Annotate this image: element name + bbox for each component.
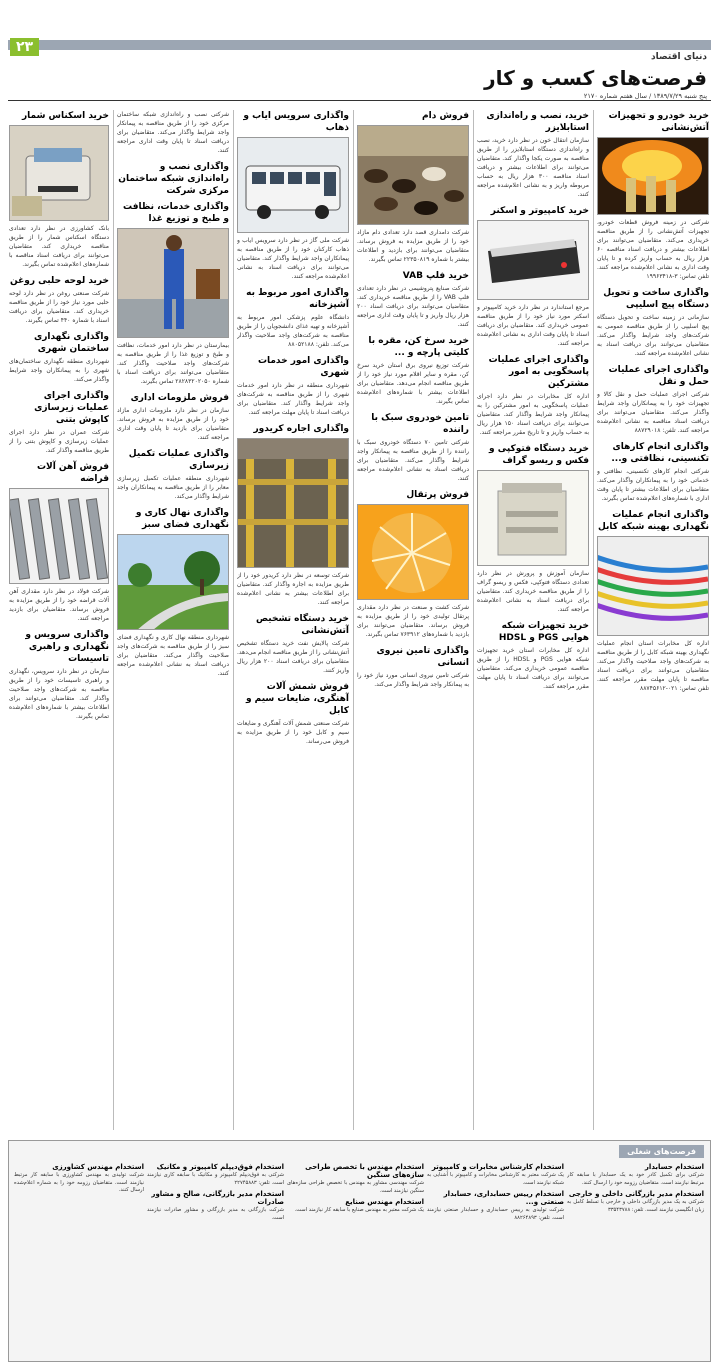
article-title: فروش پرتقال bbox=[406, 490, 469, 500]
article-body: سازمانی در زمینه ساخت و تحویل دستگاه پیچ اسلیپی را از طریق مناقصه عمومی به شرکت‌های واجد شرایط واگذار می‌کند. متقاضیان می‌توانند برای دریافت اسناد به نشانی اعلام‌شده مراجعه کنند. bbox=[597, 314, 709, 357]
article-title: خرید اسکناس شمار bbox=[21, 111, 109, 121]
article-title: خرید فلپ VAB bbox=[402, 271, 469, 281]
article-body: اداره کل مخابرات استان انجام عملیات نگهداری بهینه شبکه کابل را از طریق مناقصه به شرکت‌های واجد صلاحیت واگذار می‌کند. متقاضیان می‌توانند برای دریافت اسناد مناقصه تا پایان مهلت مقرر مراجعه کنند. تلفن تماس: ۰۲۱-۸۸۷۴۵۶۱۲ bbox=[597, 640, 709, 692]
article-title: واگذاری ساخت و تحویل دستگاه پیچ اسلیپی bbox=[603, 288, 709, 310]
classified-body: شرکتی به یک مدیر بازرگانی داخلی و خارجی با تسلط کامل به زبان انگلیسی نیازمند است. تلفن: ۳۳۵۴۳۷۸۸ bbox=[567, 1199, 704, 1213]
column-divider bbox=[473, 110, 474, 1130]
column-2 bbox=[477, 106, 589, 1132]
article-title: واگذاری امور خدمات شهری bbox=[257, 356, 349, 378]
classified-body: شرکت تولیدی به مهندس کشاورزی با سابقه کار مرتبط نیازمند است. متقاضیان رزومه خود را به شماره اعلام‌شده ارسال کنند. bbox=[14, 1172, 144, 1193]
article-body: شرکتی انجام کارهای تکنسینی، نظافتی و خدماتی خود را به پیمانکاران واگذار می‌کند. متقاضیان برای اطلاعات بیشتر تا پایان وقت اداری با شماره‌های اعلام‌شده تماس بگیرند. bbox=[597, 468, 709, 502]
article-title: واگذاری اجرای عملیات زیرسازی کاپوش بتنی bbox=[34, 391, 109, 425]
article-body: بیمارستان در نظر دارد امور خدمات، نظافت و طبخ و توزیع غذا را از طریق مناقصه به شرکت‌های واجد صلاحیت واگذار کند. متقاضیان می‌توانند برای دریافت اسناد با شماره ۲۸۲۸۳۲۰۲۰۵۰ تماس بگیرند. bbox=[117, 342, 229, 385]
classifieds-column bbox=[287, 1161, 424, 1357]
classifieds-column bbox=[147, 1161, 284, 1357]
article-body: اداره کل مخابرات در نظر دارد اجرای عملیات پاسخگویی به امور مشترکین را به پیمانکار واجد شرایط واگذار کند. متقاضیان می‌توانند برای دریافت اسناد ۱۵۰ هزار ریال به حساب واریز و تا تاریخ مقرر مراجعه کنند. bbox=[477, 393, 589, 436]
article-body: سازمان انتقال خون در نظر دارد خرید، نصب و راه‌اندازی دستگاه استابلایزر را از طریق مناقصه به صورت یکجا واگذار کند. متقاضیان می‌توانند برای اطلاعات بیشتر و دریافت اسناد مناقصه ۳۰۰ هزار ریال به حساب مربوطه واریز و به نشانی اعلام‌شده مراجعه کنند. bbox=[477, 137, 589, 198]
classified-body: شرکت بازرگانی به مدیر بازرگانی و مشاور صادرات نیازمند است. bbox=[147, 1207, 284, 1221]
article-body: سازمان آموزش و پرورش در نظر دارد تعدادی دستگاه فتوکپی، فکس و ریسو گراف را از طریق مناقصه خریداری کند. متقاضیان برای دریافت اسناد به نشانی اعلام‌شده مراجعه کنند. bbox=[477, 570, 589, 613]
factory-photo bbox=[237, 438, 349, 568]
article-title: واگذاری انجام کارهای تکنسینی، نظافتی و... bbox=[611, 442, 709, 464]
article-title: خرید لوحه حلبی روغن bbox=[10, 276, 109, 286]
classifieds-box bbox=[8, 1140, 711, 1362]
article-body: شرکت صنعتی شمش آلات آهنگری و ضایعات سیم و کابل خود را از طریق مزایده به فروش می‌رساند. bbox=[237, 720, 349, 745]
photocopier-photo bbox=[477, 470, 589, 566]
column-divider bbox=[353, 110, 354, 1130]
column-divider bbox=[593, 110, 594, 1130]
article-body: شرکتی تامین ۷۰ دستگاه خودروی سبک با راننده را از طریق مناقصه به پیمانکار واجد شرایط واگذار می‌کند. متقاضیان برای دریافت اسناد به نشانی اعلام‌شده مراجعه کنند. bbox=[357, 439, 469, 482]
article-title: خرید تجهیزات شبکه هوایی PGS و HDSL bbox=[498, 621, 589, 643]
classified-title: استخدام رییس حسابداری، حسابدار صنعتی و... bbox=[443, 1190, 564, 1206]
article-body: اداره کل مخابرات استان خرید تجهیزات شبکه هوایی PGS و HDSL را از طریق مناقصه عمومی خریداری می‌کند. متقاضیان می‌توانند برای دریافت اسناد تا پایان مهلت مقرر مراجعه کنند. bbox=[477, 647, 589, 690]
classifieds-heading: فرصت‌های شغلی bbox=[619, 1145, 704, 1158]
article-body: شرکت پالایش نفت خرید دستگاه تشخیص آتش‌نشانی را از طریق مناقصه انجام می‌دهد. متقاضیان برای دریافت اسناد ۲۰۰ هزار ریال واریز کنند. bbox=[237, 640, 349, 674]
article-body: شهرداری منطقه نهال کاری و نگهداری فضای سبز را از طریق مناقصه به شرکت‌های واجد صلاحیت واگذار می‌کند. متقاضیان برای دریافت اسناد به نشانی اعلام‌شده مراجعه کنند. bbox=[117, 634, 229, 677]
article-body: شهرداری منطقه نگهداری ساختمان‌های شهری را به پیمانکاران واجد شرایط واگذار می‌کند. bbox=[9, 358, 109, 383]
article-title: واگذاری سرویس و نگهداری و راهبری تاسیسات bbox=[25, 630, 109, 664]
column-3 bbox=[357, 106, 469, 1132]
classified-body: یک شرکت معتبر به کارشناس مخابرات و کامپیوتر با آشنایی به شبکه نیازمند است. bbox=[427, 1172, 564, 1186]
article-title: واگذاری سرویس ایاب و ذهاب bbox=[243, 111, 349, 133]
article-title: واگذاری نگهداری ساختمان شهری bbox=[33, 332, 109, 354]
column-divider bbox=[233, 110, 234, 1130]
bus-photo bbox=[237, 137, 349, 233]
article-title: واگذاری تامین نیروی انسانی bbox=[376, 646, 469, 668]
article-title: واگذاری اجاره کریدور bbox=[253, 424, 349, 434]
classified-body: شرکت مهندسی مشاور به مهندس با تخصص طراحی سازه‌های سنگین نیازمند است. bbox=[287, 1180, 424, 1194]
livestock-photo bbox=[357, 125, 469, 225]
article-body: دانشگاه علوم پزشکی امور مربوط به آشپزخانه و تهیه غذای دانشجویان را از طریق مناقصه به شرکت‌های واجد صلاحیت واگذار می‌کند. تلفن: ۸۸۰۵۲۱۸۸ bbox=[237, 314, 349, 348]
article-body: شرکتی نصب و راه‌اندازی شبکه ساختمان مرکزی خود را از طریق مناقصه به پیمانکار واجد شرایط واگذار می‌کند. متقاضیان برای دریافت اسناد تا پایان وقت اداری مراجعه کنند. bbox=[117, 111, 229, 154]
classified-title: استخدام مهندس با تخصص طراحی سازه‌های سنگین bbox=[305, 1163, 424, 1179]
article-body: شرکت دامداری قصد دارد تعدادی دام مازاد خود را از طریق مزایده به فروش برساند. متقاضیان می‌توانند برای بازدید و اطلاعات بیشتر با شماره ۲۲۳۵۰۸۱۹ تماس بگیرند. bbox=[357, 229, 469, 263]
article-title: واگذاری نصب و راه‌اندازی شبکه ساختمان مرکزی شرکت bbox=[118, 162, 229, 196]
classified-title: استخدام مهندس صنایع bbox=[345, 1198, 424, 1206]
article-title: واگذاری اجرای عملیات پاسخگویی به امور مشترکین bbox=[488, 355, 589, 389]
article-body: شرکت ملی گاز در نظر دارد سرویس ایاب و ذهاب کارکنان خود را از طریق مناقصه به پیمانکاران واجد شرایط واگذار کند. متقاضیان می‌توانند برای دریافت اسناد به نشانی اعلام‌شده مراجعه کنند. bbox=[237, 237, 349, 280]
article-body: شرکت صنایع پتروشیمی در نظر دارد تعدادی فلپ VAB را از طریق مناقصه خریداری کند. متقاضیان می‌توانند برای دریافت اسناد ۲۰۰ هزار ریال واریز و تا پایان وقت اداری مراجعه کنند. bbox=[357, 285, 469, 328]
article-body: سازمان در نظر دارد ملزومات اداری مازاد خود را از طریق مزایده به فروش برساند. متقاضیان برای بازدید تا پایان وقت اداری مراجعه کنند. bbox=[117, 407, 229, 441]
orange-photo bbox=[357, 504, 469, 600]
article-title: فروش شمش آلات آهنگری، ضایعات سیم و کابل bbox=[245, 682, 349, 716]
classifieds-column bbox=[427, 1161, 564, 1357]
scrap-metal-photo bbox=[9, 488, 109, 584]
classified-title: استخدام حسابدار bbox=[644, 1163, 704, 1171]
article-title: واگذاری انجام عملیات نگهداری بهینه شبکه کابل bbox=[597, 510, 709, 532]
column-4 bbox=[237, 106, 349, 1132]
article-title: خرید دستگاه تشخیص آتش‌نشانی bbox=[256, 614, 349, 636]
cleaning-worker-photo bbox=[117, 228, 229, 338]
article-title: واگذاری امور مربوط به آشپزخانه bbox=[246, 288, 349, 310]
classified-title: استخدام مهندس کشاورزی bbox=[52, 1163, 144, 1171]
classified-title: استخدام مدیر بازرگانی داخلی و خارجی bbox=[568, 1190, 704, 1198]
cables-photo bbox=[597, 536, 709, 636]
classified-title: استخدام مدیر بازرگانی، صالح و مشاور صادرات bbox=[151, 1190, 284, 1206]
article-title: واگذاری نهال کاری و نگهداری فضای سبز bbox=[135, 508, 229, 530]
article-body: شرکت توزیع نیروی برق استان خرید سرخ کن، مقره و سایر اقلام مورد نیاز خود را از طریق مناقصه انجام می‌دهد. متقاضیان برای اطلاعات بیشتر با شماره‌های اعلام‌شده تماس بگیرند. bbox=[357, 362, 469, 405]
article-body: شهرداری منطقه در نظر دارد امور خدمات شهری را از طریق مناقصه به شرکت‌های واجد شرایط واگذار کند. متقاضیان برای دریافت اسناد تا پایان مهلت مراجعه کنند. bbox=[237, 382, 349, 416]
article-title: واگذاری اجرای عملیات حمل و نقل bbox=[608, 365, 709, 387]
classified-body: یک شرکت معتبر به مهندس صنایع با سابقه کار نیازمند است. bbox=[294, 1207, 424, 1213]
column-divider bbox=[113, 110, 114, 1130]
column-5 bbox=[117, 106, 229, 1132]
classified-title: استخدام فوق‌دیپلم کامپیوتر و مکانیک bbox=[156, 1163, 284, 1171]
page-title: فرصت‌های کسب و کار bbox=[484, 66, 707, 90]
column-1 bbox=[597, 106, 709, 1132]
article-body: بانک کشاورزی در نظر دارد تعدادی دستگاه اسکناس شمار را از طریق مناقصه خریداری کند. متقاضیان می‌توانند برای دریافت اسناد مناقصه با شماره‌های اعلام‌شده تماس بگیرند. bbox=[9, 225, 109, 268]
article-title: خرید سرخ کن، مقره با کلیتی پارچه و ... bbox=[368, 336, 469, 358]
article-title: فروش آهن آلات قراضه bbox=[36, 462, 109, 484]
article-body: شرکتی در زمینه فروش قطعات خودرو، تجهیزات آتش‌نشانی را از طریق مناقصه خریداری می‌کند. متقاضیان می‌توانند برای اطلاعات بیشتر و دریافت اسناد مناقصه ۶۰ هزار ریال به حساب واریز کرده و تا پایان وقت اداری به نشانی اعلام‌شده مراجعه کنند. تلفن تماس: ۳-۱۹۹۶۳۴۱۸ bbox=[597, 219, 709, 280]
article-body: شرکت صنعتی روغن در نظر دارد لوحه حلبی مورد نیاز خود را از طریق مناقصه خریداری کند. متقاضیان برای دریافت اسناد با شماره ۴۴۰ تماس بگیرند. bbox=[9, 290, 109, 324]
article-title: فروش ملزومات اداری bbox=[130, 393, 229, 403]
article-title: خرید خودرو و تجهیزات آتش‌نشانی bbox=[608, 111, 709, 133]
article-body: شهرداری منطقه عملیات تکمیل زیرسازی معابر را از طریق مناقصه به پیمانکاران واجد شرایط واگذار می‌کند. bbox=[117, 475, 229, 500]
article-title: فروش دام bbox=[422, 111, 469, 121]
article-body: شرکتی تامین نیروی انسانی مورد نیاز خود را به پیمانکار واجد شرایط واگذار می‌کند. bbox=[357, 672, 469, 688]
article-body: سازمان در نظر دارد سرویس، نگهداری و راهبری تاسیسات خود را از طریق مناقصه به شرکت‌های واجد صلاحیت واگذار کند. متقاضیان می‌توانند برای اطلاعات بیشتر با شماره‌های اعلام‌شده تماس بگیرند. bbox=[9, 668, 109, 720]
article-body: مرجع استاندارد در نظر دارد خرید کامپیوتر و اسکنر مورد نیاز خود را از طریق مناقصه عمومی خریداری کند. متقاضیان برای دریافت اسناد تا پایان وقت اداری به نشانی اعلام‌شده مراجعه کنند. bbox=[477, 304, 589, 347]
page-number: ۲۳ bbox=[10, 38, 39, 56]
park-photo bbox=[117, 534, 229, 630]
article-body: شرکتی اجرای عملیات حمل و نقل کالا و تجهیزات خود را به پیمانکاران واجد شرایط واگذار می‌کند. متقاضیان می‌توانند برای دریافت اسناد مناقصه به نشانی اعلام‌شده مراجعه کنند. تلفن: ۸۸۷۲۹۰۱۸ bbox=[597, 391, 709, 434]
classifieds-column bbox=[14, 1161, 144, 1357]
classified-body: شرکت تولیدی به رییس حسابداری و حسابدار صنعتی نیازمند است. تلفن: ۸۸۲۶۴۸۹۳ bbox=[427, 1207, 564, 1221]
article-body: شرکت فولاد در نظر دارد مقداری آهن آلات قراضه خود را از طریق مزایده به فروش برساند. متقاضیان برای بازدید مراجعه کنند. bbox=[9, 588, 109, 622]
article-title: خرید دستگاه فتوکپی و فکس و ریسو گراف bbox=[489, 444, 589, 466]
article-title: تامین خودروی سبک با راننده bbox=[371, 413, 469, 435]
firefighters-photo bbox=[597, 137, 709, 215]
money-counter-photo bbox=[9, 125, 109, 221]
article-title: واگذاری عملیات تکمیل زیرسازی bbox=[128, 449, 229, 471]
classified-title: استخدام کارشناس مخابرات و کامپیوتر bbox=[431, 1163, 564, 1171]
article-body: شرکت توسعه در نظر دارد کریدور خود را از طریق مزایده به اجاره واگذار کند. متقاضیان برای اطلاعات بیشتر به نشانی اعلام‌شده مراجعه کنند. bbox=[237, 572, 349, 606]
article-title: واگذاری خدمات، نظافت و طبخ و توزیع غذا bbox=[123, 202, 229, 224]
scanner-photo bbox=[477, 220, 589, 300]
article-title: خرید، نصب و راه‌اندازی استابلایزر bbox=[486, 111, 589, 133]
classified-body: شرکتی برای تکمیل کادر خود به یک حسابدار با سابقه کار مرتبط نیازمند است. متقاضیان رزومه خود را ارسال کنند. bbox=[567, 1172, 704, 1186]
article-body: شرکت کشت و صنعت در نظر دارد مقداری پرتقال تولیدی خود را از طریق مزایده به فروش برساند. متقاضیان می‌توانند برای بازدید با شماره‌های ۷۶۳۹۱۲ تماس بگیرند. bbox=[357, 604, 469, 638]
column-6 bbox=[9, 106, 109, 1132]
article-body: شرکت عمران در نظر دارد اجرای عملیات زیرسازی و کاپوش بتنی را از طریق مناقصه واگذار کند. bbox=[9, 429, 109, 454]
section-name: دنیای اقتصاد bbox=[651, 52, 707, 62]
article-title: خرید کامپیوتر و اسکنر bbox=[490, 206, 589, 216]
classifieds-column bbox=[567, 1161, 704, 1357]
header-bar bbox=[8, 40, 711, 50]
dateline: پنج شنبه ۱۳۸۹/۷/۲۹ / سال هفتم شماره ۲۱۷۰ bbox=[583, 92, 707, 100]
header-rule bbox=[8, 100, 711, 101]
classified-body: شرکتی به فوق‌دیپلم کامپیوتر و مکانیک با سابقه کاری نیازمند است. تلفن: ۲۲۷۴۵۸۸۳ bbox=[147, 1172, 284, 1186]
